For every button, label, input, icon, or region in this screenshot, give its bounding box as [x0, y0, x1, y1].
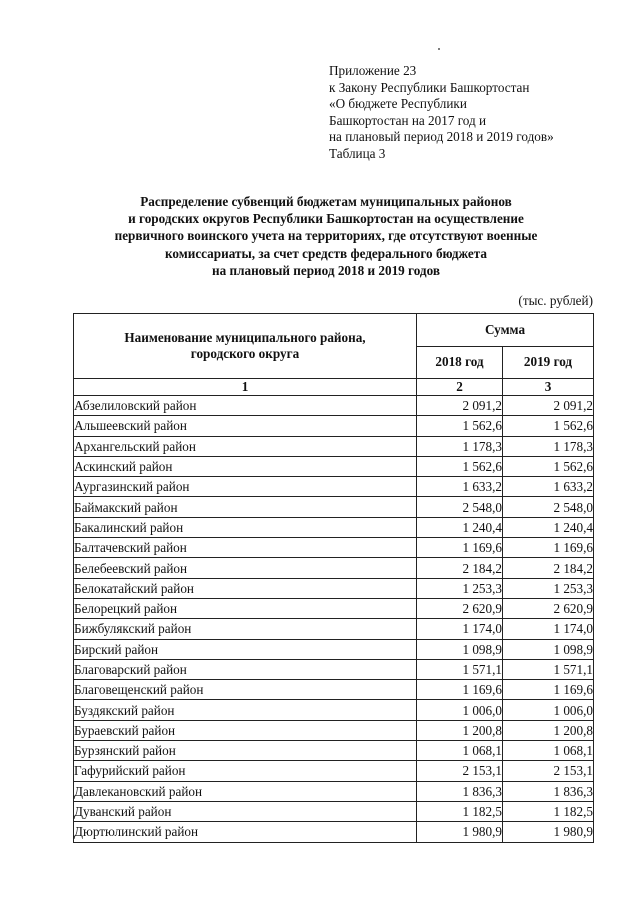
amount-2019: 1 240,4 — [503, 517, 594, 537]
header-year-2019: 2019 год — [503, 346, 594, 379]
district-name: Бурзянский район — [74, 741, 417, 761]
table-row — [74, 822, 594, 842]
amount-2019: 1 571,1 — [503, 659, 594, 679]
amount-2019: 1 068,1 — [503, 741, 594, 761]
table-row — [74, 436, 594, 456]
amount-2019: 1 562,6 — [503, 416, 594, 436]
amount-2019: 2 184,2 — [503, 558, 594, 578]
title-line: и городских округов Республики Башкортостан на осуществление — [128, 211, 524, 227]
appendix-header — [329, 63, 554, 163]
amount-2018: 1 633,2 — [417, 477, 503, 497]
district-name: Бижбулякский район — [74, 619, 417, 639]
amount-2018: 1 571,1 — [417, 659, 503, 679]
table-body — [74, 396, 594, 843]
table-row — [74, 741, 594, 761]
district-name: Благоварский район — [74, 659, 417, 679]
table-row — [74, 497, 594, 517]
header-name — [74, 314, 417, 379]
amount-2018: 1 240,4 — [417, 517, 503, 537]
amount-2018: 1 169,6 — [417, 680, 503, 700]
amount-2018: 2 548,0 — [417, 497, 503, 517]
district-name: Архангельский район — [74, 436, 417, 456]
amount-2019: 1 174,0 — [503, 619, 594, 639]
district-name: Белокатайский район — [74, 578, 417, 598]
district-name: Абзелиловский район — [74, 396, 417, 416]
table-row — [74, 416, 594, 436]
amount-2018: 1 200,8 — [417, 720, 503, 740]
amount-2018: 1 178,3 — [417, 436, 503, 456]
appendix-line: к Закону Республики Башкортостан — [329, 79, 530, 95]
column-number: 2 — [417, 379, 503, 396]
amount-2019: 1 178,3 — [503, 436, 594, 456]
title-line: Распределение субвенций бюджетам муниципальных районов — [140, 194, 512, 209]
amount-2018: 2 091,2 — [417, 396, 503, 416]
table-row — [74, 538, 594, 558]
header-year-2018: 2018 год — [417, 346, 503, 379]
table-row — [74, 639, 594, 659]
amount-2019: 2 620,9 — [503, 598, 594, 618]
amount-2019: 1 562,6 — [503, 456, 594, 476]
amount-2019: 1 182,5 — [503, 801, 594, 821]
table-row — [74, 680, 594, 700]
amount-2019: 1 006,0 — [503, 700, 594, 720]
district-name: Дуванский район — [74, 801, 417, 821]
district-name: Альшеевский район — [74, 416, 417, 436]
table-row — [74, 456, 594, 476]
title-line: первичного воинского учета на территориях, где отсутствуют военные — [114, 228, 538, 244]
header-sum: Сумма — [417, 314, 594, 347]
table-row — [74, 517, 594, 537]
amount-2019: 1 169,6 — [503, 680, 594, 700]
subvention-table — [73, 313, 594, 843]
amount-2018: 1 174,0 — [417, 619, 503, 639]
table-row — [74, 477, 594, 497]
title-line: на плановый период 2018 и 2019 годов — [212, 262, 440, 278]
district-name: Белебеевский район — [74, 558, 417, 578]
table-row — [74, 761, 594, 781]
amount-2019: 2 153,1 — [503, 761, 594, 781]
header-name-line2: городского округа — [190, 346, 300, 361]
column-number: 3 — [503, 379, 594, 396]
table-row — [74, 700, 594, 720]
amount-2019: 2 091,2 — [503, 396, 594, 416]
amount-2018: 1 182,5 — [417, 801, 503, 821]
header-name-line1: Наименование муниципального района, — [124, 330, 366, 345]
district-name: Буздякский район — [74, 700, 417, 720]
table-row — [74, 598, 594, 618]
district-name: Бакалинский район — [74, 517, 417, 537]
appendix-line: Таблица 3 — [329, 145, 386, 161]
amount-2019: 1 169,6 — [503, 538, 594, 558]
scan-speck — [438, 48, 440, 50]
district-name: Бураевский район — [74, 720, 417, 740]
amount-2018: 1 068,1 — [417, 741, 503, 761]
table-row — [74, 720, 594, 740]
amount-2019: 1 098,9 — [503, 639, 594, 659]
appendix-line: Приложение 23 — [329, 63, 417, 78]
amount-2019: 1 633,2 — [503, 477, 594, 497]
amount-2018: 1 980,9 — [417, 822, 503, 842]
title-line: комиссариаты, за счет средств федерального бюджета — [164, 245, 488, 261]
table-row — [74, 558, 594, 578]
amount-2018: 1 169,6 — [417, 538, 503, 558]
district-name: Белорецкий район — [74, 598, 417, 618]
amount-2019: 1 253,3 — [503, 578, 594, 598]
district-name: Дюртюлинский район — [74, 822, 417, 842]
amount-2018: 2 620,9 — [417, 598, 503, 618]
amount-2019: 1 980,9 — [503, 822, 594, 842]
district-name: Балтачевский район — [74, 538, 417, 558]
table-row — [74, 659, 594, 679]
units-note: (тыс. рублей) — [518, 293, 593, 308]
table-row — [74, 578, 594, 598]
amount-2019: 1 836,3 — [503, 781, 594, 801]
document-title — [60, 193, 592, 279]
table-row — [74, 801, 594, 821]
appendix-line: Башкортостан на 2017 год и — [329, 112, 487, 128]
table-row — [74, 781, 594, 801]
district-name: Благовещенский район — [74, 680, 417, 700]
amount-2018: 1 562,6 — [417, 416, 503, 436]
amount-2018: 1 836,3 — [417, 781, 503, 801]
amount-2018: 1 562,6 — [417, 456, 503, 476]
amount-2018: 2 184,2 — [417, 558, 503, 578]
district-name: Баймакский район — [74, 497, 417, 517]
district-name: Гафурийский район — [74, 761, 417, 781]
table-row — [74, 396, 594, 416]
district-name: Аскинский район — [74, 456, 417, 476]
appendix-line: «О бюджете Республики — [329, 96, 467, 112]
amount-2018: 2 153,1 — [417, 761, 503, 781]
appendix-line: на плановый период 2018 и 2019 годов» — [329, 129, 554, 145]
column-number: 1 — [74, 379, 417, 396]
table-row — [74, 619, 594, 639]
amount-2019: 2 548,0 — [503, 497, 594, 517]
district-name: Давлекановский район — [74, 781, 417, 801]
amount-2018: 1 253,3 — [417, 578, 503, 598]
amount-2018: 1 098,9 — [417, 639, 503, 659]
amount-2018: 1 006,0 — [417, 700, 503, 720]
amount-2019: 1 200,8 — [503, 720, 594, 740]
district-name: Бирский район — [74, 639, 417, 659]
district-name: Аургазинский район — [74, 477, 417, 497]
